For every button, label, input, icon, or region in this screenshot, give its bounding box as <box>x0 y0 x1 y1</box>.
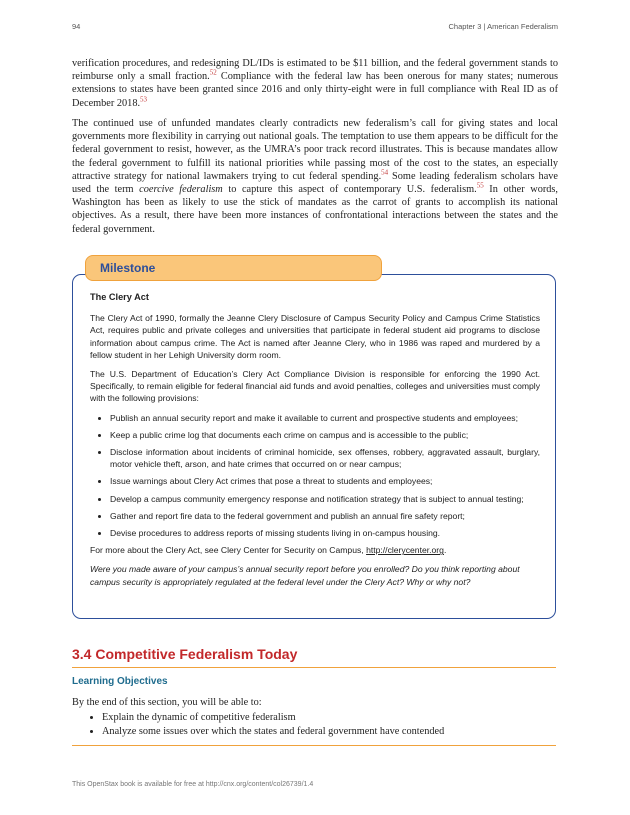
p2-text-a: The continued use of unfunded mandates clearly contradicts new federalism’s call for giving states and local governments more flexibility in carrying out national goals. The temptation to use them appears to be difficult for the federal government to resist, however, as the UMRA’s poor track record illustrates. This is because mandates allow the federal government to fulfill its national priorities while passing most of the cost to the states, an especially attractive strategy for national lawmakers trying to cut federal spending. <box>72 118 558 182</box>
p2-text-b: Some leading federalism scholars have used the term <box>72 170 558 196</box>
section-divider-top <box>72 667 556 668</box>
milestone-tab <box>85 255 382 281</box>
list-item: • Devise procedures to address reports of missing students living in on-campus housing. <box>110 527 540 539</box>
more-info-text: For more about the Clery Act, see Clery Center for Security on Campus, <box>90 545 367 556</box>
provisions-list <box>90 412 540 540</box>
footnote-ref-53[interactable]: 53 <box>140 95 148 104</box>
section-title: 3.4 Competitive Federalism Today <box>72 646 298 662</box>
list-item: • Explain the dynamic of competitive federalism <box>102 711 572 725</box>
list-item: • Gather and report fire data to the federal government and publish an annual fire safety report; <box>110 510 540 522</box>
body-paragraph-1 <box>72 57 558 110</box>
more-info-line <box>90 544 540 556</box>
more-info-end: . <box>443 545 447 556</box>
p2-text-d: In other words, Washington has been as likely to use the stick of mandates as the carrot of grants to accomplish its national objectives. As a result, there have been more instances of confrontational interactions between the states and the federal government. <box>72 184 559 235</box>
p1-text-a: verification procedures, and redesigning DL/IDs is estimated to be $11 billion, and the federal government stands to reimburse only a small fraction. <box>72 58 558 83</box>
footnote-ref-54[interactable]: 54 <box>381 168 389 177</box>
milestone-question: Were you made aware of your campus’s annual security report before you enrolled? Do you think reporting about campus security is appropriately regulated at the federal level under the Clery Act? Why or why not? <box>90 564 520 587</box>
list-item: • Publish an annual security report and make it available to current and prospective students and employees; <box>110 412 540 424</box>
body-paragraph-2 <box>72 117 558 236</box>
list-item: • Analyze some issues over which the states and federal government have contended <box>102 725 572 739</box>
milestone-heading: The Clery Act <box>90 292 149 302</box>
list-item: • Disclose information about incidents of criminal homicide, sex offenses, robbery, aggravated assault, burglary, motor vehicle theft, arson, and hate crimes that occurred on or near campus; <box>110 446 540 470</box>
page-number: 94 <box>72 22 81 31</box>
footnote-ref-55[interactable]: 55 <box>476 181 484 190</box>
chapter-running-head: Chapter 3 | American Federalism <box>448 22 558 31</box>
list-item: • Keep a public crime log that documents each crime on campus and is accessible to the public; <box>110 429 540 441</box>
milestone-content <box>90 291 540 588</box>
milestone-label: Milestone <box>100 261 156 275</box>
p2-term-coercive-federalism: coercive federalism <box>139 184 223 196</box>
footnote-ref-52[interactable]: 52 <box>209 68 217 77</box>
list-item: • Develop a campus community emergency response and notification strategy that is subject to annual testing; <box>110 493 540 505</box>
p1-text-b: Compliance with the federal law has been onerous for many states; numerous extensions to states have been granted since 2016 and only thirty-eight were in full compliance with Real ID as of December 2018. <box>72 71 559 109</box>
milestone-paragraph-1: The Clery Act of 1990, formally the Jeanne Clery Disclosure of Campus Security Policy and Campus Crime Statistics Act, requires public and private colleges and universities that participate in federal student aid programs to disclose information about campus crime. The Act is named after Jeanne Clery, who in 1986 was raped and murdered by a fellow student in her Lehigh University dorm room. <box>90 313 540 360</box>
learning-objectives-intro: By the end of this section, you will be able to: <box>72 697 262 708</box>
clery-center-link[interactable]: http://clerycenter.org <box>366 545 444 556</box>
learning-objectives-heading: Learning Objectives <box>72 676 168 687</box>
learning-objectives-list <box>72 711 572 739</box>
list-item: • Issue warnings about Clery Act crimes that pose a threat to students and employees; <box>110 475 540 487</box>
p2-text-c: to capture this aspect of contemporary U.S. federalism. <box>222 184 477 196</box>
section-divider-bottom <box>72 745 556 746</box>
page-footer: This OpenStax book is available for free at http://cnx.org/content/col26739/1.4 <box>72 781 314 788</box>
milestone-paragraph-2: The U.S. Department of Education’s Clery Act Compliance Division is responsible for enforcing the 1990 Act. Specifically, to remain eligible for federal financial aid funds and avoid penalties, colleges and universities must comply with the following provisions: <box>90 369 540 404</box>
